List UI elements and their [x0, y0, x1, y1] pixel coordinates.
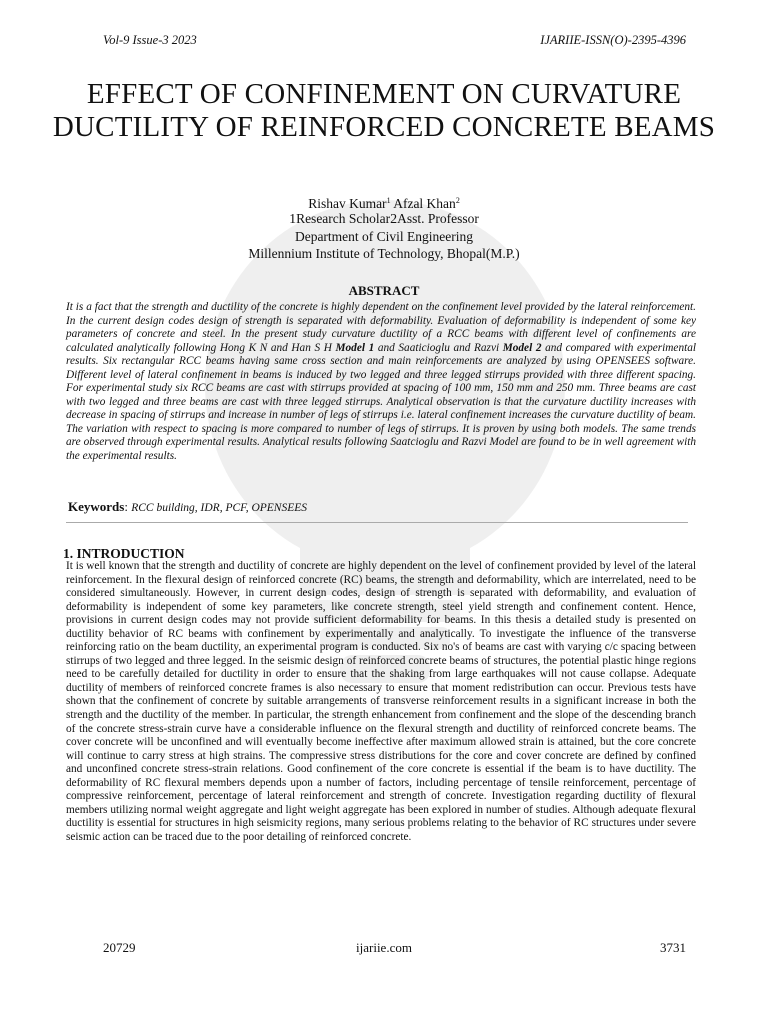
author-name: Rishav Kumar — [308, 196, 387, 211]
model-name: Model 2 — [502, 341, 542, 354]
author-superscript: 1 — [386, 196, 391, 205]
keywords-separator: : — [124, 499, 132, 514]
model-name: Model 1 — [335, 341, 375, 354]
author-role: Asst. Professor — [397, 211, 479, 226]
paper-title: EFFECT OF CONFINEMENT ON CURVATURE DUCTILITY OF REINFORCED CONCRETE BEAMS — [52, 78, 716, 143]
section-divider — [66, 522, 688, 523]
footer-page-number: 3731 — [660, 940, 686, 955]
introduction-body: It is well known that the strength and ductility of concrete are highly dependent on the level of confinement provided by level of the lateral reinforcement. In the flexural design of reinforced concrete (RC) beams, the strength and deformability, which are interrelated, need to be considered simultaneously. However, in current design codes, design of strength is separated with deformability, and evaluation of deformability is independent of some key parameters, like concrete strength, steel yield strength and confinement content. Hence, provisions in current design codes may not provide sufficient deformability for beams. In this thesis a detailed study is presented on ductility behavior of RC beams with confinement by experimentally and analytically. To investigate the influence of the transverse reinforcing ratio on the beam ductility, an experimental program is conducted. Six no's of beams are cast with varying c/c spacing between stirrups of two legged and three legged. In the seismic design of reinforced concrete beams of structures, the potential plastic hinge regions need to be carefully detailed for ductility in order to ensure that the shaking from large earthquakes will not cause collapse. Adequate ductility of members of reinforced concrete frames is also necessary to ensure that moment redistribution can occur. Previous tests have shown that the confinement of concrete by suitable arrangements of transverse reinforcement results in a significant increase in both the strength and the ductility of the member. In particular, the strength enhancement from confinement and the slope of the descending branch of the concrete stress-strain curve have a considerable influence on the flexural strength and ductility of reinforced concrete beams. The cover concrete will be unconfined and will eventually become ineffective after maximum allowed strain is attained, but the core concrete will continue to carry stress at high strains. The compressive stress distributions for the core and cover concrete are defined by confined and unconfined concrete stress-strain relations. Good confinement of the core concrete is essential if the beam is to have ductility. The deformability of RC flexural members depends upon a number of factors, including percentage of tensile reinforcement, percentage of compressive reinforcement, percentage of lateral reinforcement and strength of concrete. Investigation regarding ductility of flexural members utilizing normal weight aggregate and light weight aggregate has been explored in number of studies. Although adequate flexural ductility is essential for structures in high seismicity regions, many serious problems relating to the behavior of RC structures under severe seismic action can be traced due to the poor detailing of reinforced concrete. — [66, 560, 696, 843]
author-name: Afzal Khan — [393, 196, 456, 211]
department: Department of Civil Engineering — [294, 229, 474, 244]
journal-volume-header: Vol-9 Issue-3 2023 — [103, 33, 197, 47]
abstract-heading: ABSTRACT — [348, 283, 420, 298]
role-number: 1 — [289, 212, 297, 227]
keywords-value: RCC building, IDR, PCF, OPENSEES — [131, 502, 308, 514]
author-line — [0, 193, 768, 212]
abstract-text: and Saaticioglu and Razvi — [377, 341, 500, 354]
abstract-text: and compared with experimental results. Six rectangular RCC beams having same cross section and main reinforcements are analyzed by using OPENSEES software. Different level of lateral confinement in beams is induced by two legged and three legged stirrups provided with three different spacing. For experimental study six RCC beams are cast with stirrups provided at spacing of 100 mm, 150 mm and 250 mm. Three beams are cast with two legged and three beams are cast with three legged stirrups. Analytical observation is that the curvature ductility increases with decrease in spacing of stirrups and increase in number of legs of stirrups i.e. lateral confinement increases the curvature ductility of beam. The variation with respect to spacing is more compared to number of legs of stirrups. It is proven by using both models. The same trends are observed through experimental results. Analytical results following Saatcioglu and Razvi Model are found to be in well agreement with the experimental results. — [66, 341, 697, 462]
abstract-text: It is a fact that the strength and ductility of the concrete is highly dependent on the confinement level provided by the lateral reinforcement. In the current design codes design of strength is separated with deformability. Evaluation of deformability is independent of some key parameters of concrete and steel. In the present study curvature ductility of a RCC beams with different level of confinements are calculated analytically following Hong K N and Han S H — [66, 301, 696, 354]
keywords-label: Keywords — [68, 499, 125, 514]
section-heading: 1. INTRODUCTION — [63, 546, 185, 561]
keywords-line — [68, 499, 307, 515]
institute: Millennium Institute of Technology, Bhopal(M.P.) — [248, 246, 520, 261]
footer-paper-id: 20729 — [103, 940, 136, 955]
role-number: 2 — [390, 212, 398, 227]
footer-website: ijariie.com — [356, 940, 412, 955]
author-role: Research Scholar — [296, 211, 391, 226]
author-superscript: 2 — [455, 196, 460, 205]
abstract-body — [66, 301, 696, 463]
author-roles — [0, 211, 768, 228]
journal-issn-header: IJARIIE-ISSN(O)-2395-4396 — [540, 33, 686, 47]
